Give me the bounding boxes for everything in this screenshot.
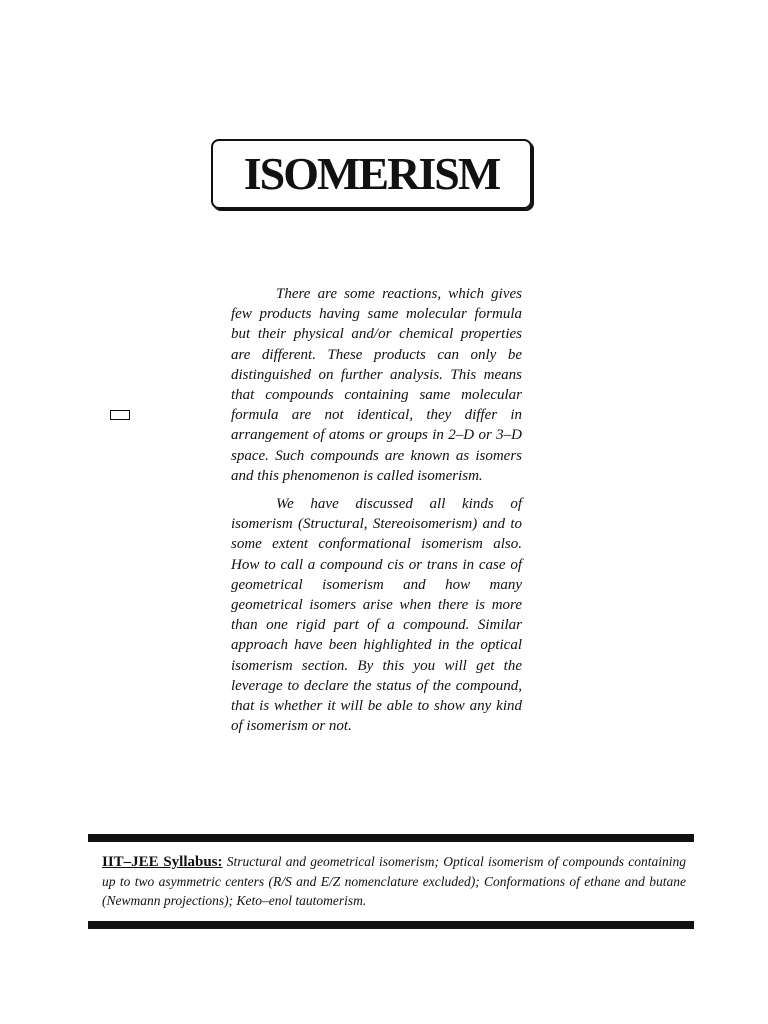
title-box: [211, 139, 532, 209]
syllabus-text: Structural and geometrical isomerism; Optical isomerism of compounds containing up to two asymmetric centers (R/S and E/Z nomenclature excluded); Conformations of ethane and butane (Newmann projections); Keto–enol tautomerism.: [102, 854, 687, 908]
syllabus-block: [102, 852, 686, 910]
syllabus-bottom-rule: [88, 921, 694, 929]
discussion-paragraph: We have discussed all kinds of isomerism (Structural, Stereoisomerism) and to some extent conformational isomerism also. How to call a compound cis or trans in case of geometrical isomerism and how many geometrical isomers arise when there is more than one rigid part of a compound. Similar approach have been highlighted in the optical isomerism section. By this you will get the leverage to declare the status of the compound, that is whether it will be able to show any kind of isomerism or not.: [231, 496, 522, 735]
margin-placeholder-box: [110, 410, 130, 420]
body-text-column: [231, 284, 522, 736]
syllabus-top-rule: [88, 834, 694, 842]
syllabus-label: IIT–JEE Syllabus:: [102, 854, 223, 870]
page-title: ISOMERISM: [243, 148, 500, 199]
intro-paragraph: There are some reactions, which gives few products having same molecular formula but their physical and/or chemical properties are different. These products can only be distinguished on further analysis. This means that compounds containing same molecular formula are not identical, they differ in arrangement of atoms or groups in 2–D or 3–D space. Such compounds are known as isomers and this phenomenon is called isomerism.: [231, 286, 522, 484]
